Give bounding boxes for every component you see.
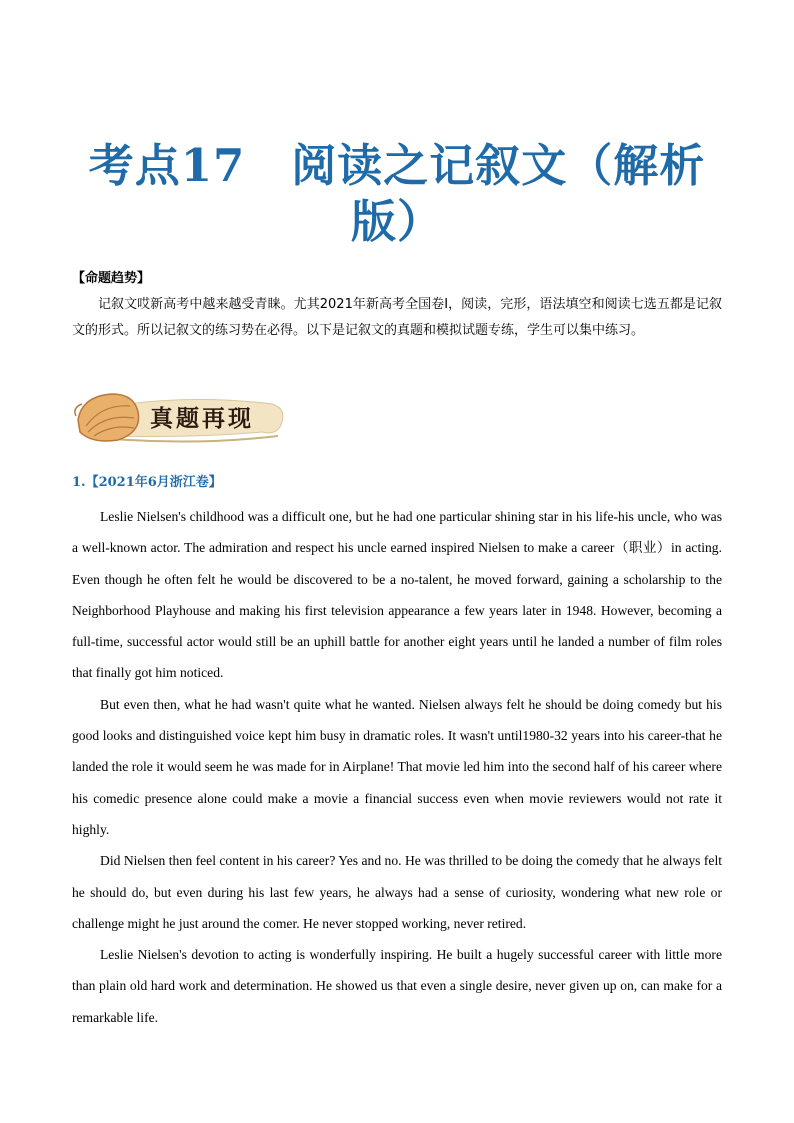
title-line-2: 版） bbox=[350, 195, 443, 248]
passage-paragraph: Leslie Nielsen's childhood was a difficult one, but he had one particular shining star in his life-his uncle, who was a well-known actor. The admiration and respect his uncle earned inspired Nielsen to make a career（职业）in acting. Even though he often felt he would be discovered to be a no-talent, he moved forward, gaining a scholarship to the Neighborhood Playhouse and making his first television appearance a few years later in 1948. However, becoming a full-time, successful actor would still be an uphill battle for another eight years until he landed a number of film roles that finally got him noticed. bbox=[72, 509, 722, 681]
page-title bbox=[60, 138, 734, 250]
banner-title: 真题再现 bbox=[150, 405, 254, 432]
passage-paragraph: But even then, what he had wasn't quite what he wanted. Nielsen always felt he should be doing comedy but his good looks and distinguished voice kept him busy in dramatic roles. It wasn't until1980-32 years into his career-that he landed the role it would seem he was made for in Airplane! That movie led him into the second half of his career where his comedic presence alone could make a movie a financial success even when movie reviewers would not rate it highly. bbox=[72, 696, 722, 837]
question-label: 1.【2021年6月浙江卷】 bbox=[72, 475, 222, 490]
passage-paragraph: Did Nielsen then feel content in his career? Yes and no. He was thrilled to be doing the comedy that he always felt he should do, but even during his last few years, he always had a sense of curiosity, wondering what new role or challenge might he just around the comer. He never stopped working, never retired. bbox=[72, 853, 722, 931]
reading-passage bbox=[72, 501, 722, 1033]
intro-paragraph: 记叙文哎新高考中越来越受青睐。尤其2021年新高考全国卷Ⅰ，阅读，完形，语法填空和阅读七选五都是记叙文的形式。所以记叙文的练习势在必得。以下是记叙文的真题和模拟试题专练，学生可以集中练习。 bbox=[72, 297, 722, 338]
passage-paragraph: Leslie Nielsen's devotion to acting is wonderfully inspiring. He built a hugely successful career with little more than plain old hard work and determination. He showed us that even a single desire, never given up on, can make for a remarkable life. bbox=[72, 947, 722, 1025]
section-label-trend: 【命题趋势】 bbox=[72, 271, 151, 286]
title-line-1: 考点17 阅读之记叙文（解析 bbox=[88, 139, 706, 192]
section-banner bbox=[72, 386, 292, 448]
